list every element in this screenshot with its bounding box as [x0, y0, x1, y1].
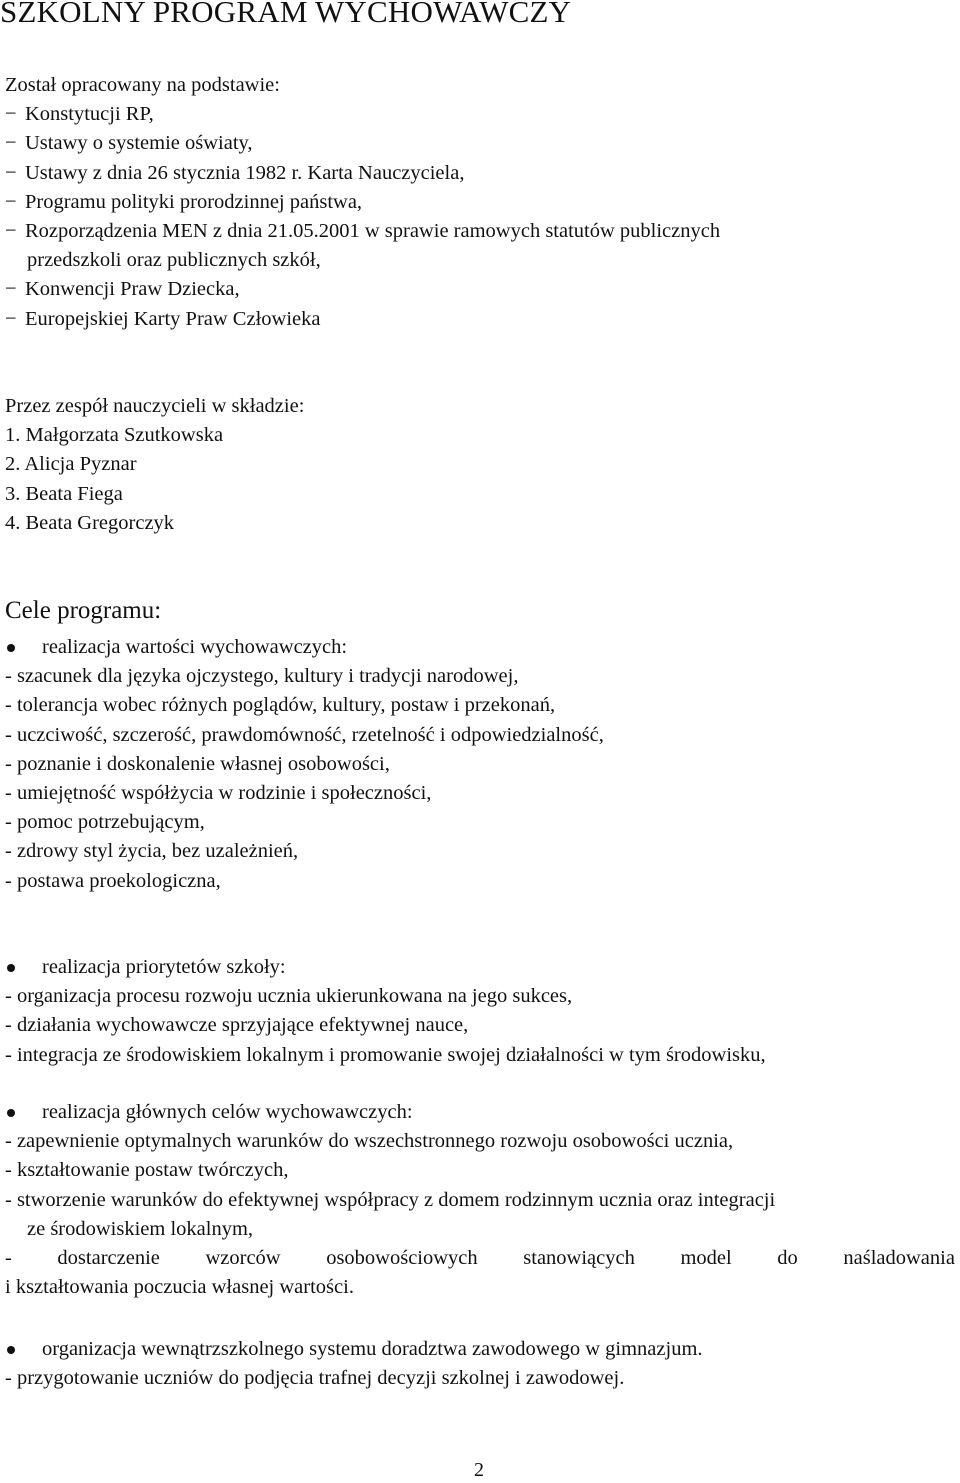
- team-member-name: Małgorzata Szutkowska: [25, 424, 224, 447]
- goal-bullet-text: organizacja wewnątrzszkolnego systemu doradztwa zawodowego w gimnazjum.: [42, 1338, 703, 1360]
- basis-intro: Został opracowany na podstawie:: [5, 74, 280, 96]
- goals-section-main: [5, 1098, 955, 1302]
- justified-word: do: [777, 1247, 798, 1270]
- basis-item-text: Ustawy z dnia 26 stycznia 1982 r. Karta Nauczyciela,: [25, 161, 465, 184]
- team-member-number: 4.: [5, 511, 21, 534]
- dash-icon: −: [5, 190, 17, 213]
- goal-bullet-text: realizacja wartości wychowawczych:: [42, 636, 348, 658]
- basis-item: [5, 100, 955, 129]
- goal-bullet-text: realizacja głównych celów wychowawczych:: [42, 1101, 413, 1123]
- goal-item-justified: [5, 1244, 955, 1273]
- basis-item: [5, 275, 955, 304]
- basis-item-text: Programu polityki prorodzinnej państwa,: [25, 190, 363, 213]
- goal-item: - poznanie i doskonalenie własnej osobowości,: [5, 752, 390, 775]
- goal-item: - uczciwość, szczerość, prawdomówność, rzetelność i odpowiedzialność,: [5, 723, 604, 746]
- basis-item-text: Konstytucji RP,: [25, 103, 154, 126]
- goals-section-priorities: [5, 953, 955, 1070]
- basis-item-text: Ustawy o systemie oświaty,: [25, 132, 253, 155]
- basis-item-text: Europejskiej Karty Praw Człowieka: [25, 307, 321, 330]
- goal-item: - szacunek dla języka ojczystego, kultury i tradycji narodowej,: [5, 665, 519, 688]
- team-section: [5, 392, 955, 538]
- justified-word: osobowościowych: [326, 1247, 478, 1270]
- justified-word: stanowiących: [523, 1247, 635, 1270]
- basis-item: [5, 217, 955, 246]
- team-member: [5, 480, 955, 509]
- goals-section-values: [5, 633, 955, 896]
- basis-item-continuation: przedszkoli oraz publicznych szkół,: [27, 249, 321, 272]
- goal-item: - postawa proekologiczna,: [5, 869, 221, 892]
- justified-word: -: [5, 1247, 12, 1270]
- goal-item: - organizacja procesu rozwoju ucznia ukierunkowana na jego sukces,: [5, 985, 573, 1008]
- dash-icon: −: [5, 307, 17, 330]
- bullet-icon: [7, 1346, 15, 1354]
- team-member: [5, 450, 955, 479]
- goal-item: i kształtowania poczucia własnej wartości.: [5, 1276, 354, 1299]
- goals-section-career: [5, 1335, 955, 1393]
- dash-icon: −: [5, 132, 17, 155]
- goal-item: - stworzenie warunków do efektywnej współpracy z domem rodzinnym ucznia oraz integracji: [5, 1188, 776, 1211]
- basis-item-text: Rozporządzenia MEN z dnia 21.05.2001 w sprawie ramowych statutów publicznych: [25, 220, 721, 243]
- bullet-icon: [7, 644, 15, 652]
- team-member-number: 2.: [5, 453, 21, 476]
- goal-bullet: [5, 633, 955, 662]
- document-title: SZKOLNY PROGRAM WYCHOWAWCZY: [0, 0, 572, 29]
- basis-item: [5, 188, 955, 217]
- goal-item: - umiejętność współżycia w rodzinie i społeczności,: [5, 782, 432, 805]
- basis-item: [5, 305, 955, 334]
- team-member-number: 1.: [5, 424, 21, 447]
- goal-item: - pomoc potrzebującym,: [5, 811, 205, 834]
- goal-item: - integracja ze środowiskiem lokalnym i promowanie swojej działalności w tym środowisku,: [5, 1043, 766, 1066]
- goal-item: - przygotowanie uczniów do podjęcia trafnej decyzji szkolnej i zawodowej.: [5, 1367, 625, 1390]
- team-member-number: 3.: [5, 482, 21, 505]
- goal-item: - tolerancja wobec różnych poglądów, kultury, postaw i przekonań,: [5, 694, 556, 717]
- basis-section: [5, 71, 955, 334]
- team-member-name: Beata Gregorczyk: [25, 511, 175, 534]
- team-member-name: Beata Fiega: [25, 482, 123, 505]
- team-member: [5, 509, 955, 538]
- bullet-icon: [7, 964, 15, 972]
- dash-icon: −: [5, 161, 17, 184]
- goal-item: - działania wychowawcze sprzyjające efektywnej nauce,: [5, 1014, 469, 1037]
- goal-item: - kształtowanie postaw twórczych,: [5, 1159, 289, 1182]
- goal-bullet: [5, 1098, 955, 1127]
- justified-word: naśladowania: [843, 1247, 955, 1270]
- goal-item: - zapewnienie optymalnych warunków do wszechstronnego rozwoju osobowości ucznia,: [5, 1130, 734, 1153]
- goal-bullet-text: realizacja priorytetów szkoły:: [42, 956, 286, 978]
- team-intro: Przez zespół nauczycieli w składzie:: [5, 395, 305, 417]
- goal-bullet: [5, 953, 955, 982]
- goal-bullet: [5, 1335, 955, 1364]
- basis-item: [5, 129, 955, 158]
- justified-word: dostarczenie: [57, 1247, 160, 1270]
- team-member-name: Alicja Pyznar: [24, 453, 137, 476]
- goal-item: - zdrowy styl życia, bez uzależnień,: [5, 840, 299, 863]
- team-member: [5, 421, 955, 450]
- dash-icon: −: [5, 220, 17, 243]
- dash-icon: −: [5, 278, 17, 301]
- basis-item: [5, 159, 955, 188]
- dash-icon: −: [5, 103, 17, 126]
- basis-item-text: Konwencji Praw Dziecka,: [25, 278, 240, 301]
- justified-word: model: [680, 1247, 732, 1270]
- page-number: 2: [474, 1459, 484, 1481]
- justified-word: wzorców: [205, 1247, 281, 1270]
- goals-heading: Cele programu:: [5, 597, 162, 624]
- goal-item-continuation: ze środowiskiem lokalnym,: [27, 1217, 254, 1240]
- bullet-icon: [7, 1109, 15, 1117]
